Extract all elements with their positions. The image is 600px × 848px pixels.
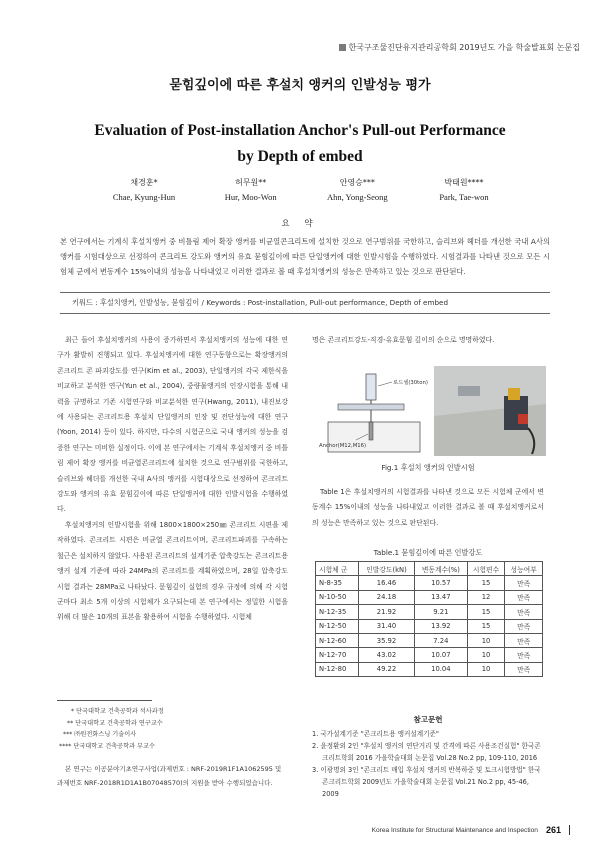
table-cell: 15 — [467, 605, 505, 619]
paragraph: 최근 들어 후설치앵커의 사용이 증가하면서 후설치앵커의 성능에 대한 연구가 활발히 진행되고 있다. 후설치앵커에 대한 연구동향으로는 확장앵커의 콘크리트 콘 파괴강도를 연구(Kim et al., 2003), 단일앵커의 각국 제한식을 비교하고 분석한 연구(Yun et al., 2004), 중량물앵커의 인장시험을 통해 내력을 규명하고 기존 시험연구와 비교분석한 연구(Hwang, 2011), 내진보강에 사용되는 콘크리트용 후설치 단일앵커의 인장 및 전단성능에 대한 연구(Yoon, 2014) 등이 있다. 하지만, 다수의 시험군으로 국내 앵커의 성능을 검증한 연구는 미비한 실정이다. 이에 본 연구에서는 기계식 후설치앵커 중 비틀림 제어 확장 앵커를 비균열콘크리트에 설치한 것으로 연구범위를 국한하고, 슬리브와 헤더를 개선한 국내 A사의 앵커를 시험대상으로 선정하여 콘크리트 강도와 앵커의 유효 묻힘깊이에 따른 단일앵커에 대한 인발시험을 수행하였다. — [57, 336, 288, 514]
table-cell: 10.04 — [415, 662, 468, 676]
table-caption: Table.1 묻힘깊이에 따른 인발강도 — [373, 548, 483, 557]
table-cell: 43.02 — [358, 648, 414, 662]
english-title-line1: Evaluation of Post-installation Anchor's Pull-out Performance — [94, 122, 506, 139]
figure-caption: Fig.1 후설치 앵커의 인발시험 — [381, 463, 475, 472]
table-cell: 9.21 — [415, 605, 468, 619]
page-footer — [372, 825, 570, 835]
author-list — [94, 176, 514, 204]
table-cell: 만족 — [505, 648, 543, 662]
table-cell: 21.92 — [358, 605, 414, 619]
footnote-divider — [57, 700, 152, 701]
column-header: 인발강도(kN) — [358, 562, 414, 576]
table-cell: 만족 — [505, 662, 543, 676]
column-header: 시험체 군 — [316, 562, 359, 576]
table-cell: 만족 — [505, 619, 543, 633]
body-right-column — [312, 485, 544, 531]
table-cell: 49.22 — [358, 662, 414, 676]
table-cell: 만족 — [505, 590, 543, 604]
conference-name: 한국구조물진단유지관리공학회 2019년도 가을 학술발표회 논문집 — [348, 43, 580, 52]
anchor-shape — [369, 422, 373, 440]
table-cell: 35.92 — [358, 633, 414, 647]
table-row — [316, 648, 543, 662]
table-cell: N-8-35 — [316, 576, 359, 590]
table-cell: 10.57 — [415, 576, 468, 590]
author: 허무원** Hur, Moo-Won — [224, 178, 277, 202]
table-cell: 만족 — [505, 633, 543, 647]
table-header-row — [316, 562, 543, 576]
pullout-test-figure — [318, 366, 546, 456]
table-cell: 31.40 — [358, 619, 414, 633]
english-title-line2: by Depth of embed — [237, 148, 363, 165]
column-header: 시험편수 — [467, 562, 505, 576]
references-heading: 참고문헌 — [413, 715, 443, 724]
table-row — [316, 590, 543, 604]
loadcell-label: 로드셀(30ton) — [393, 380, 428, 386]
table-row — [316, 619, 543, 633]
table-cell: N-12-35 — [316, 605, 359, 619]
footnote: **** 단국대학교 건축공학과 부교수 — [59, 742, 155, 750]
table-cell: 10 — [467, 633, 505, 647]
table-cell: N-12-80 — [316, 662, 359, 676]
acknowledgement: 본 연구는 이공분야기초연구사업(과제번호 : NRF-2019R1F1A1062595 및 과제번호 NRF-2018R1D1A1B07048570)의 지원을 받아 수행되었습니다. — [57, 765, 282, 787]
reference-item: 3. 이광명외 3인 "콘크리트 매입 후설치 앵커의 반복하중 및 토크시험방법" 한국콘크리트학회 2009년도 가을학술대회 논문집 Vol.21 No.2 pp, 45-46, 2009 — [312, 766, 541, 798]
table-cell: 10 — [467, 662, 505, 676]
table-row — [316, 576, 543, 590]
table-cell: 7.24 — [415, 633, 468, 647]
table-cell: 13.92 — [415, 619, 468, 633]
table-cell: 16.46 — [358, 576, 414, 590]
figure-1 — [318, 366, 546, 456]
table-cell: N-12-70 — [316, 648, 359, 662]
footnote: *** ㈜원전화스닝 기술이사 — [63, 731, 137, 738]
body-left-column — [57, 333, 288, 626]
table-row — [316, 605, 543, 619]
footer-divider — [569, 825, 570, 835]
table-cell: 만족 — [505, 605, 543, 619]
table-cell: N-12-60 — [316, 633, 359, 647]
paragraph: 후설치앵커의 인발시험을 위해 1800×1800×250㎜ 콘크리트 시편을 제작하였다. 콘크리트 시편은 비균열 콘크리트이며, 콘크리트파괴를 구속하는 철근은 설치하지 않았다. 사용된 콘크리트의 설계기준 압축강도는 콘크리트용 앵커 설계 기준에 따라 24MPa의 콘크리트를 계획하였으며, 28일 압축강도 시험 결과는 28MPa로 나타났다. 묻힘깊이 실험의 경우 규정에 의해 각 시험군마다 최소 5개 이상의 시험체가 요구되는데 본 연구에서는 정밀한 시험을 위해 더 많은 10개의 표본을 활용하여 시험을 수행하였다. 시험체 — [57, 520, 288, 622]
column-header: 성능여부 — [505, 562, 543, 576]
abstract-heading: 요 약 — [281, 219, 319, 229]
table-cell: 24.18 — [358, 590, 414, 604]
table-cell: 만족 — [505, 576, 543, 590]
header-square-icon — [339, 44, 346, 51]
results-table — [315, 561, 543, 677]
reference-item: 1. 국가설계기준 "콘크리트용 앵커설계기준" — [312, 730, 439, 738]
footnotes — [57, 706, 288, 752]
abstract-text: 본 연구에서는 기계식 후설치앵커 중 비틀림 제어 확장 앵커를 비균열콘크리트에 설치한 것으로 연구범위를 국한하고, 슬리브와 헤더를 개선한 국내 A사의 앵커를 시험대상으로 선정하여 콘크리트 강도와 앵커의 유효 묻힘깊이에 따른 단일앵커에 대한 인발시험을 수행하였다. 시험결과를 나타낸 것으로 모든 시험체 군에서 변동계수 15%이내의 성능을 나타내었고 이러한 결과로 볼 때 후설치앵커의 성능은 만족하고 있는 것으로 판단된다. — [60, 237, 550, 276]
paragraph: Table 1은 후설치앵커의 시험결과를 나타낸 것으로 모든 시험체 군에서 변동계수 15%이내의 성능을 나타내었고 이러한 결과로 볼 때 후설치앵커로서의 성능은 만족하고 있는 것으로 판단된다. — [312, 488, 544, 527]
table-cell: N-12-50 — [316, 619, 359, 633]
table-cell: N-10-50 — [316, 590, 359, 604]
reference-item: 2. 윤정환외 2인 "후설치 앵커의 연단거리 및 간격에 따른 사용조건실험" 한국콘크리트학회 2016 가을학술대회 논문집 Vol.28 No.2 pp, 109-110, 2016 — [312, 742, 541, 762]
author: 안영승*** Ahn, Yong-Seong — [326, 178, 388, 202]
page-number: 261 — [545, 825, 561, 835]
table-cell: 10.07 — [415, 648, 468, 662]
table-cell: 10 — [467, 648, 505, 662]
table-cell: 13.47 — [415, 590, 468, 604]
column-header: 변동계수(%) — [415, 562, 468, 576]
footnote: * 단국대학교 건축공학과 석사과정 — [71, 708, 164, 715]
author: 채경훈* Chae, Kyung-Hun — [112, 178, 176, 202]
table-cell: 12 — [467, 590, 505, 604]
load-cell-shape — [366, 374, 376, 400]
body-right-continued: 명은 콘크리트강도-직경-유효묻힘 깊이의 순으로 명명하였다. — [312, 336, 495, 344]
anchor-label: Anchor(M12,M16) — [319, 443, 367, 449]
table-row — [316, 633, 543, 647]
references-list — [312, 728, 544, 800]
table-cell: 15 — [467, 619, 505, 633]
footer-organization: Korea Institute for Structural Maintenance and Inspection — [371, 826, 538, 834]
korean-title: 묻힘깊이에 따른 후설치 앵커의 인발성능 평가 — [169, 78, 431, 93]
table-cell: 15 — [467, 576, 505, 590]
footnote: ** 단국대학교 건축공학과 연구교수 — [67, 719, 163, 727]
author: 박태원**** Park, Tae-won — [439, 178, 489, 202]
running-header — [339, 42, 580, 53]
test-photo — [434, 366, 546, 456]
table-row — [316, 662, 543, 676]
english-title — [60, 118, 540, 170]
keywords: 키워드 : 후설치앵커, 인발성능, 묻힘깊이 / Keywords : Post-installation, Pull-out performance, Depth of embed — [60, 292, 550, 314]
